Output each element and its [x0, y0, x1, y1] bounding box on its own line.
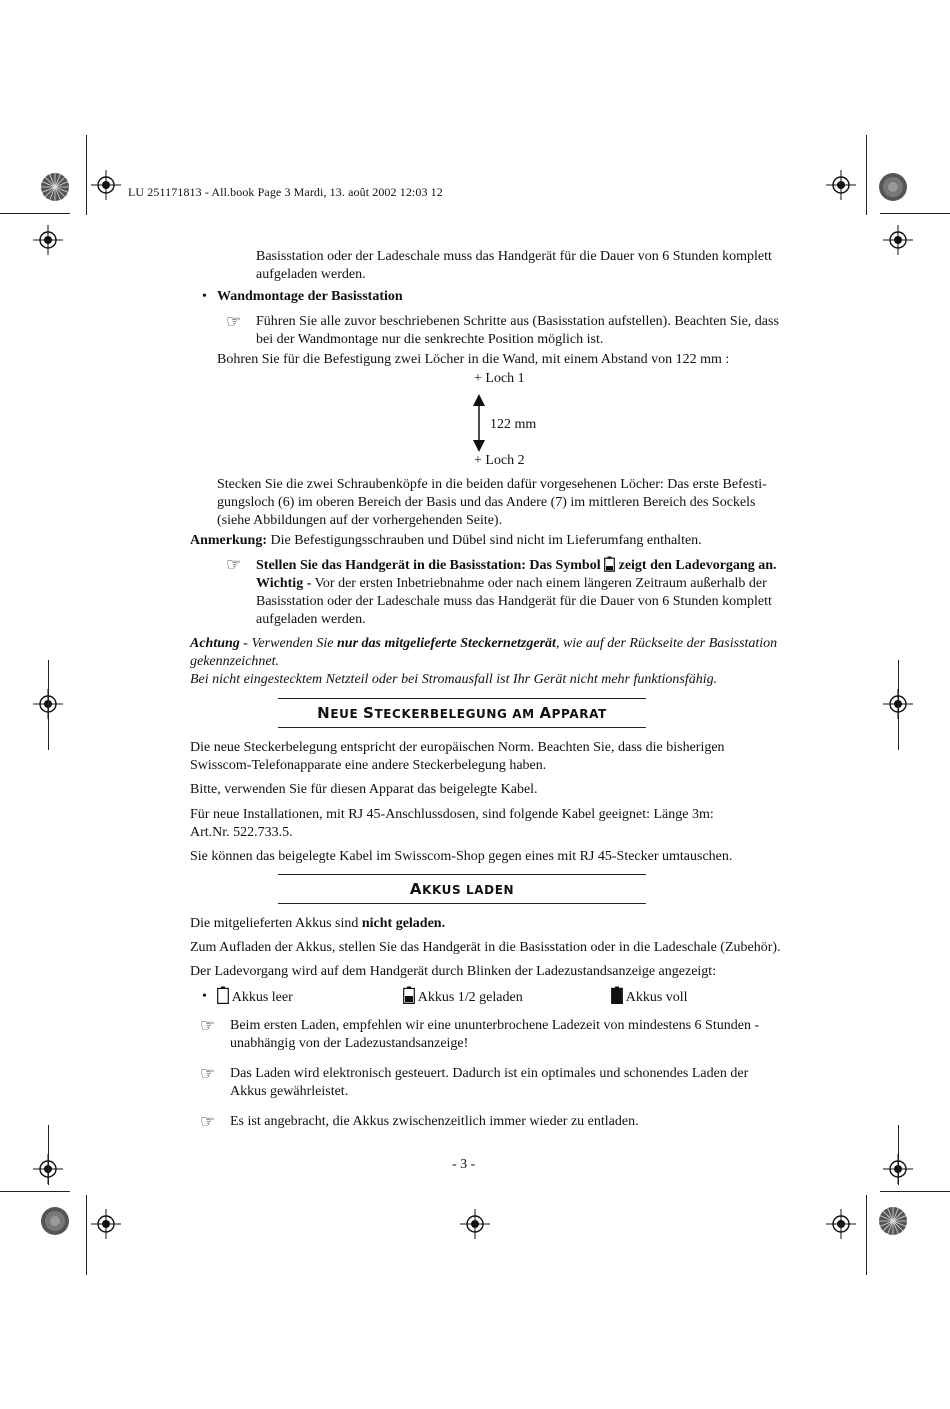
battery-state-empty: Akkus leer — [217, 986, 293, 1007]
crop-mark — [0, 1191, 70, 1192]
battery-charging-icon — [604, 556, 615, 572]
station-instruction: Stellen Sie das Handgerät in die Basisstation: Das Symbol zeigt den Ladevorgang an. Wichtig - Vor der ersten Inbetriebnahme oder nach einem längeren Zeitraum außerhalb der Basisstation oder der Ladeschale muss das Handgerät für die Dauer von 6 Stunden komplett aufgeladen werden. — [256, 558, 777, 627]
screws-paragraph: Stecken Sie die zwei Schraubenköpfe in die beiden dafür vorgesehenen Löcher: Das erste Befesti- gungsloch (6) im oberen Bereich der Basis und das Andere (7) im mittleren Bereich des Sockels (siehe Abbildungen auf der vorhergehenden Seite). — [217, 477, 767, 528]
drill-instruction: Bohren Sie für die Befestigung zwei Löcher in die Wand, mit einem Abstand von 122 mm : — [217, 352, 730, 367]
registration-gray-disc-icon — [878, 172, 908, 202]
battery-paragraph-2: Zum Aufladen der Akkus, stellen Sie das Handgerät in die Basisstation oder in die Ladeschale (Zubehör). — [190, 940, 781, 955]
battery-full-icon — [611, 986, 623, 1004]
crop-mark — [48, 660, 49, 750]
battery-paragraph-3: Der Ladevorgang wird auf dem Handgerät durch Blinken der Ladezustandsanzeige angezeigt: — [190, 964, 717, 979]
pointing-hand-icon: ☞ — [200, 1064, 216, 1083]
registration-gray-disc-icon — [40, 1206, 70, 1236]
wall-mount-note: Führen Sie alle zuvor beschriebenen Schritte aus (Basisstation aufstellen). Beachten Sie, dass bei der Wandmontage nur die senkrechte Position möglich ist. — [256, 314, 779, 347]
crosshair-target-icon — [826, 170, 856, 200]
plug-paragraph-1: Die neue Steckerbelegung entspricht der europäischen Norm. Beachten Sie, dass die bisherigen Swisscom-Telefonapparate eine andere Steckerbelegung haben. — [190, 740, 725, 773]
page-number: - 3 - — [452, 1157, 476, 1172]
crop-mark — [86, 1195, 87, 1275]
crop-mark — [898, 660, 899, 750]
continued-paragraph: Basisstation oder der Ladeschale muss das Handgerät für die Dauer von 6 Stunden komplett aufgeladen werden. — [256, 249, 772, 282]
battery-paragraph-1: Die mitgelieferten Akkus sind nicht geladen. — [190, 916, 446, 931]
crosshair-target-icon — [91, 170, 121, 200]
plug-paragraph-3: Für neue Installationen, mit RJ 45-Anschlussdosen, sind folgende Kabel geeignet: Länge 3m: Art.Nr. 522.733.5. — [190, 807, 714, 840]
plug-paragraph-2: Bitte, verwenden Sie für diesen Apparat das beigelegte Kabel. — [190, 782, 538, 797]
print-slug: LU 251171813 - All.book Page 3 Mardi, 13. août 2002 12:03 12 — [128, 185, 443, 199]
remark-line: Anmerkung: Die Befestigungsschrauben und Dübel sind nicht im Lieferumfang enthalten. — [190, 533, 702, 548]
crosshair-target-icon — [883, 225, 913, 255]
bullet-dot: • — [202, 989, 207, 1004]
crosshair-target-icon — [33, 225, 63, 255]
bullet-dot: • — [202, 289, 207, 304]
battery-tip-3: Es ist angebracht, die Akkus zwischenzeitlich immer wieder zu entladen. — [230, 1114, 639, 1129]
crop-mark — [0, 213, 70, 214]
battery-tip-1: Beim ersten Laden, empfehlen wir eine ununterbrochene Ladezeit von mindestens 6 Stunden - unabhängig von der Ladezustandsanzeige! — [230, 1018, 760, 1051]
crop-mark — [880, 1191, 950, 1192]
wall-mount-title: Wandmontage der Basisstation — [217, 289, 403, 304]
battery-empty-icon — [217, 986, 229, 1004]
caution-note: Achtung - Verwenden Sie nur das mitgelieferte Steckernetzgerät, wie auf der Rückseite der Basisstation gekennzeichnet. Bei nicht eingestecktem Netzteil oder bei Stromausfall ist Ihr Gerät nicht mehr funktionsfähig. — [190, 636, 778, 687]
crop-mark — [898, 1125, 899, 1185]
section-heading-plug: NEUE STECKERBELEGUNG AM APPARAT — [278, 698, 646, 728]
crosshair-target-icon — [91, 1209, 121, 1239]
pointing-hand-icon: ☞ — [226, 312, 242, 331]
hole-distance-label: 122 mm — [490, 417, 537, 432]
crop-mark — [86, 135, 87, 215]
registration-starburst-icon — [878, 1206, 908, 1236]
section-heading-battery: AKKUS LADEN — [278, 874, 646, 904]
pointing-hand-icon: ☞ — [226, 555, 242, 574]
battery-half-icon — [403, 986, 415, 1004]
registration-starburst-icon — [40, 172, 70, 202]
battery-state-half: Akkus 1/2 geladen — [403, 986, 523, 1007]
battery-state-full: Akkus voll — [611, 986, 688, 1007]
battery-tip-2: Das Laden wird elektronisch gesteuert. Dadurch ist ein optimales und schonendes Laden der Akkus gewährleistet. — [230, 1066, 749, 1099]
pointing-hand-icon: ☞ — [200, 1112, 216, 1131]
pointing-hand-icon: ☞ — [200, 1016, 216, 1035]
hole-2-label: + Loch 2 — [474, 453, 525, 468]
crop-mark — [880, 213, 950, 214]
crosshair-target-icon — [460, 1209, 490, 1239]
hole-1-label: + Loch 1 — [474, 371, 525, 386]
double-arrow-icon — [470, 394, 488, 452]
crop-mark — [866, 135, 867, 215]
plug-paragraph-4: Sie können das beigelegte Kabel im Swisscom-Shop gegen eines mit RJ 45-Stecker umtauschen. — [190, 849, 733, 864]
crop-mark — [866, 1195, 867, 1275]
crosshair-target-icon — [826, 1209, 856, 1239]
crop-mark — [48, 1125, 49, 1185]
